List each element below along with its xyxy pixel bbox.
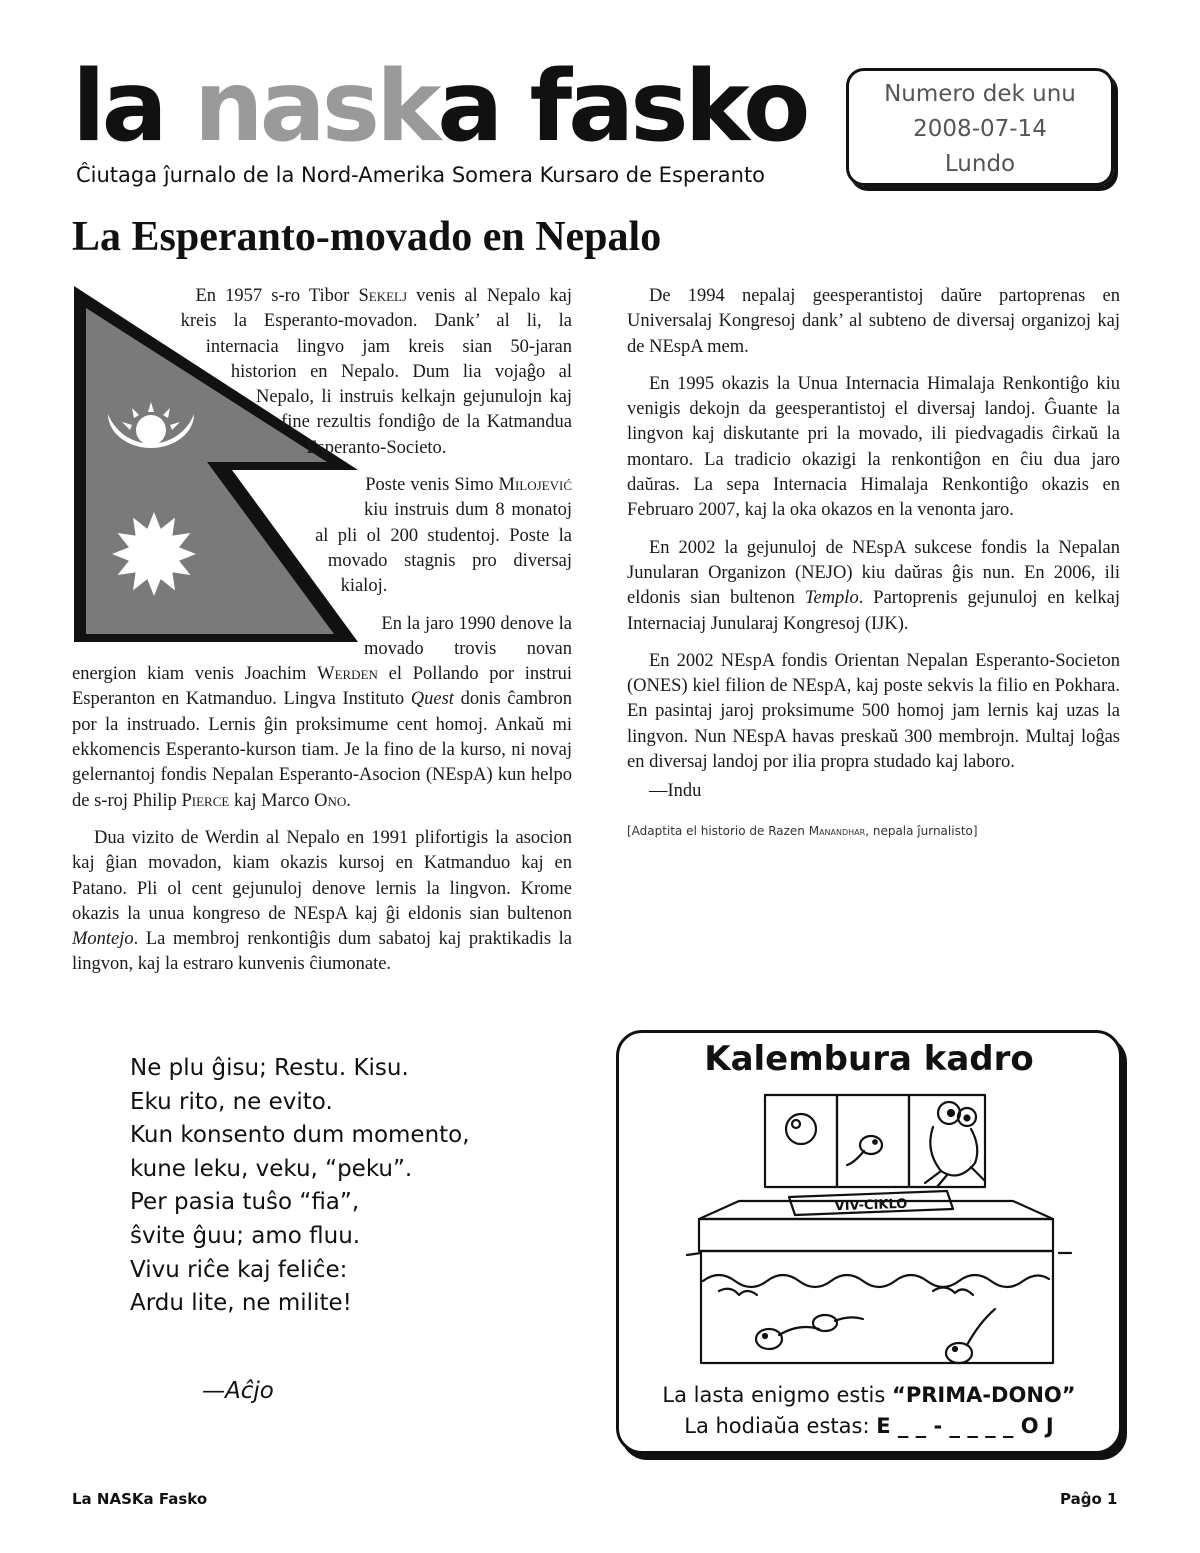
article-p7-text-b: . Partoprenis gejunuloj en kelkaj Internaciaj Junularaj Kongresoj (IJK).: [627, 588, 1121, 634]
article-p3-text-d: kaj Marco: [229, 790, 315, 811]
article-signoff: —Indu: [649, 781, 702, 802]
article-p7-text-a: En 2002 la gejunuloj de NEspA sukcese fondis la Nepalan Junularan Organizon (NEJO) kiu daŭras ĝis nun. En 2006, ili eldonis sian bultenon: [627, 537, 1120, 609]
article-paragraph-4: [72, 826, 572, 978]
article-column-left: [72, 284, 572, 990]
issue-number: Numero dek unu: [884, 81, 1076, 107]
poem-line: Ardu lite, ne milite!: [130, 1290, 352, 1317]
bulletin-name-montejo: Montejo: [72, 929, 134, 950]
person-name-sekelj: Sekelj: [358, 286, 408, 306]
footer-page-number: Paĝo 1: [1060, 1490, 1118, 1508]
poem: [130, 1052, 470, 1321]
article-p2-text-b: kiu instruis dum 8 monatoj al pli ol 200 studentoj. Poste la movado stagnis pro diversaj kialoj.: [315, 500, 572, 597]
credit-text-a: [Adaptita el historio de Razen: [627, 823, 809, 838]
issue-weekday: Lundo: [944, 151, 1016, 177]
masthead-title: [72, 50, 807, 164]
article-p1-text-b: venis al Nepalo kaj kreis la Esperanto-movadon. Dank’ al li, la internacia lingvo jam kreis sian 50-jaran historion en Nepalo. Dum lia vojaĝo al Nepalo, li instruis kelkajn gejunulojn kaj fine rezultis fondiĝo de la Katmandua Esperanto-Societo.: [180, 286, 572, 458]
poem-line: ŝvite ĝuu; amo fluu.: [130, 1222, 361, 1249]
aquarium-cartoon-illustration: [679, 1091, 1079, 1381]
person-name-milojevic: Milojević: [498, 475, 572, 496]
masthead-title-part1: la: [72, 50, 194, 164]
article-p2-text-a: Poste venis Simo: [365, 475, 499, 496]
puzzle-today: [619, 1414, 1119, 1438]
article-paragraph-7: [627, 536, 1120, 637]
masthead-title-grey: nask: [193, 50, 438, 164]
poem-line: Kun konsento dum momento,: [130, 1122, 470, 1149]
person-name-pierce: Pierce: [181, 790, 230, 811]
article-p3-text-e: .: [346, 790, 351, 811]
pun-puzzle-box: [616, 1030, 1122, 1454]
article-p4-text-b: . La membroj renkontiĝis dum sabatoj kaj praktikadis la lingvon, kaj la estraro kunvenis ĉiumonate.: [72, 929, 572, 975]
article-p3-text-c: donis ĉambron por la instruado. Lernis ĝin proksimume cent homoj. Ankaŭ mi ekkomencis Esperanto-kurson tiam. Je la fino de la kurso, ni novaj gelernantoj fondis Nepalan Esperanto-Asocion (NEspA) kun helpo de s-roj Philip: [72, 689, 572, 811]
poem-line: Vivu riĉe kaj feliĉe:: [130, 1256, 348, 1283]
article-p4-text-a: Dua vizito de Werdin al Nepalo en 1991 plifortigis la asocion kaj ĝian movadon, kiam okazis kursoj en Katmanduo kaj en Patano. Pli ol cent gejunuloj denove lernis la lingvon. Krome okazis la unua kongreso de NEspA kaj ĝi eldonis sian bultenon: [72, 827, 572, 924]
institute-name-quest: Quest: [410, 689, 454, 710]
puzzle-last-label: La lasta enigmo estis: [662, 1383, 893, 1407]
puzzle-last-answer-value: “PRIMA-DONO”: [892, 1383, 1076, 1407]
poem-author: —Aĉjo: [202, 1378, 274, 1404]
footer-publication-name: La NASKa Fasko: [72, 1490, 208, 1508]
poem-line: Eku rito, ne evito.: [130, 1088, 333, 1115]
puzzle-today-blanks: E _ _ - _ _ _ _ O J: [876, 1414, 1054, 1438]
article-p1-text-a: En 1957 s-ro Tibor: [195, 286, 359, 306]
credit-text-b: , nepala ĵurnalisto]: [865, 823, 978, 838]
article-paragraph-8: En 2002 NEspA fondis Orientan Nepalan Esperanto-Societon (ONES) kiel filion de NEspA, kaj poste sekvis la filio en Pokhara. En pasintaj jaroj proksimume 500 homoj jam lernis kaj uzas la lingvon. Nun NEspA havas preskaŭ 300 membrojn. Multaj loĝas en diversaj landoj por ilia propra studado kaj laboro.: [627, 650, 1120, 773]
poem-line: Ne plu ĝisu; Restu. Kisu.: [130, 1055, 409, 1081]
puzzle-today-label: La hodiaŭa estas:: [684, 1414, 877, 1438]
article-title: La Esperanto-movado en Nepalo: [72, 214, 662, 260]
issue-box: [846, 68, 1114, 186]
credit-name-manandhar: Manandhar: [808, 823, 866, 838]
bulletin-name-templo: Templo: [804, 588, 859, 609]
cartoon-sign-text: VIV-CIKLO: [834, 1196, 908, 1215]
masthead-title-part2: a fasko: [437, 50, 807, 164]
article-paragraph-6: En 1995 okazis la Unua Internacia Himalaja Renkontiĝo kiu venigis dekojn da geesperantistoj el diversaj landoj. Ĝuante la lingvon kaj diskutante pri la movado, ili piedvagadis ĉirkaŭ la montaro. La tradicio okazigi la renkontiĝon en ĉiu dua jaro daŭras. La sepa Internacia Himalaja Renkontiĝo okazis en Februaro 2007, kaj la oka okazos en la venonta jaro.: [627, 373, 1120, 521]
person-name-werden: Werden: [317, 664, 378, 685]
article-column-right: [627, 284, 1120, 844]
article-paragraph-5: De 1994 nepalaj geesperantistoj daŭre partoprenas en Universalaj Kongresoj dank’ al subteno de diversaj organizoj kaj de NEspA mem.: [627, 286, 1120, 357]
poem-line: kune leku, veku, “peku”.: [130, 1155, 413, 1182]
puzzle-last-answer: [619, 1383, 1119, 1407]
person-name-ono: Ono: [314, 790, 347, 811]
article-credit: [627, 819, 1120, 844]
article-p3-text-a: En la jaro 1990 denove la movado trovis novan energion kiam venis Joachim: [72, 613, 572, 685]
issue-date: 2008-07-14: [913, 116, 1047, 142]
poem-line: Per pasia tuŝo “fia”,: [130, 1189, 360, 1216]
masthead-subtitle: Ĉiutaga ĵurnalo de la Nord-Amerika Somera Kursaro de Esperanto: [76, 163, 766, 187]
article-p3-text-b: el Pollando por instrui Esperanton en Katmanduo. Lingva Instituto: [72, 664, 572, 710]
puzzle-title: Kalembura kadro: [704, 1039, 1034, 1079]
